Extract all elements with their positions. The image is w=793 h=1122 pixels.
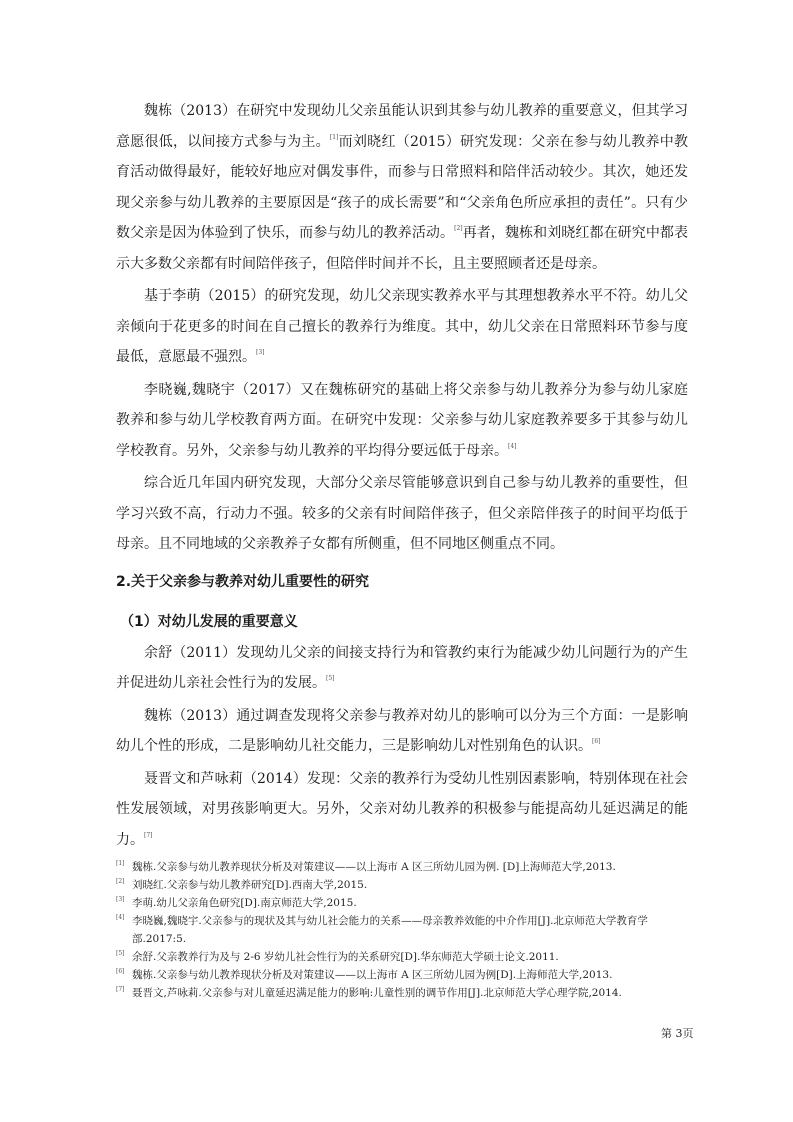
section-heading: 2.关于父亲参与教养对幼儿重要性的研究 [116, 573, 370, 590]
footnote [116, 984, 700, 1002]
citation-ref: [6] [592, 738, 601, 745]
footnote [116, 858, 700, 876]
paragraph: 基于李萌（2015）的研究发现，幼儿父亲现实教养水平与其理想教养水平不符。幼儿父亲倾向于花更多的时间在自己擅长的教养行为维度。其中，幼儿父亲在日常照料环节参与度最低，意愿最不强烈。[3] [116, 288, 688, 365]
footnote-text: 李晓巍,魏晓宇.父亲参与的现状及其与幼儿社会能力的关系——母亲教养效能的中介作用[J].北京师范大学教育学部.2017:5. [132, 915, 648, 945]
paragraph: 综合近几年国内研究发现，大部分父亲尽管能够意识到自己参与幼儿教养的重要性，但学习兴致不高，行动力不强。较多的父亲有时间陪伴孩子，但父亲陪伴孩子的时间平均低于母亲。且不同地域的父亲教养子女都有所侧重，但不同地区侧重点不同。 [116, 475, 688, 552]
footnote-text: 魏栋.父亲参与幼儿教养现状分析及对策建议——以上海市 A 区三所幼儿园为例. [D]上海师范大学,2013. [132, 861, 616, 873]
citation-ref: [5] [326, 675, 335, 682]
page-number: 第 3页 [661, 1027, 694, 1040]
footnote-text: 聂晋文,芦咏莉.父亲参与对儿童延迟满足能力的影响:儿童性别的调节作用[J].北京师范大学心理学院,2014. [132, 987, 622, 999]
citation-ref: [3] [256, 349, 265, 356]
footnote [116, 966, 700, 984]
footnote-number: [4] [116, 914, 125, 921]
footnote [116, 912, 700, 948]
body-text [116, 96, 688, 855]
footnote-text: 李萌.幼儿父亲角色研究[D].南京师范大学,2015. [132, 897, 357, 909]
paragraph: 魏栋（2013）在研究中发现幼儿父亲虽能认识到其参与幼儿教养的重要意义，但其学习意愿很低，以间接方式参与为主。[1]而刘晓红（2015）研究发现：父亲在参与幼儿教养中教育活动做得最好，能较好地应对偶发事件，而参与日常照料和陪伴活动较少。其次，她还发现父亲参与幼儿教养的主要原因是“孩子的成长需要”和“父亲角色所应承担的责任”。只有少数父亲是因为体验到了快乐，而参与幼儿的教养活动。[2]再者，魏栋和刘晓红都在研究中都表示大多数父亲都有时间陪伴孩子，但陪伴时间并不长，且主要照顾者还是母亲。 [116, 103, 689, 272]
footnote-text: 刘晓红.父亲参与幼儿教养研究[D].西南大学,2015. [132, 879, 368, 891]
paragraph: 李晓巍,魏晓宇（2017）又在魏栋研究的基础上将父亲参与幼儿教养分为参与幼儿家庭教养和参与幼儿学校教育两方面。在研究中发现：父亲参与幼儿家庭教养要多于其参与幼儿学校教育。另外，父亲参与幼儿教养的平均得分要远低于母亲。[4] [116, 381, 688, 459]
footnote-number: [2] [116, 878, 125, 885]
footnote [116, 948, 700, 966]
footnote [116, 894, 700, 912]
footnote-text: 余舒.父亲教养行为及与 2-6 岁幼儿社会性行为的关系研究[D].华东师范大学硕士论文.2011. [132, 951, 559, 963]
citation-ref: [4] [508, 442, 517, 450]
paragraph: 魏栋（2013）通过调查发现将父亲参与教养对幼儿的影响可以分为三个方面：一是影响幼儿个性的形成，二是影响幼儿社交能力，三是影响幼儿对性别角色的认识。[6] [116, 707, 688, 754]
paragraph: 聂晋文和芦咏莉（2014）发现：父亲的教养行为受幼儿性别因素影响，特别体现在社会性发展领域，对男孩影响更大。另外，父亲对幼儿教养的积极参与能提高幼儿延迟满足的能力。[7] [116, 770, 688, 848]
footnote-number: [7] [116, 986, 125, 993]
citation-ref: [1] [329, 133, 339, 141]
footnote-text: 魏栋.父亲参与幼儿教养现状分析及对策建议——以上海市 A 区三所幼儿园为例[D].上海师范大学,2013. [132, 969, 613, 981]
footnote-number: [1] [116, 860, 125, 867]
footnotes [116, 858, 700, 1002]
footnote-number: [5] [116, 950, 125, 957]
subsection-heading: （1）对幼儿发展的重要意义 [120, 613, 298, 630]
footnote-number: [6] [116, 968, 125, 975]
footnote [116, 876, 700, 894]
citation-ref: [2] [454, 225, 463, 232]
citation-ref: [7] [144, 831, 153, 839]
paragraph: 余舒（2011）发现幼儿父亲的间接支持行为和管教约束行为能减少幼儿问题行为的产生并促进幼儿亲社会性行为的发展。[5] [116, 644, 688, 691]
footnote-number: [3] [116, 896, 125, 903]
